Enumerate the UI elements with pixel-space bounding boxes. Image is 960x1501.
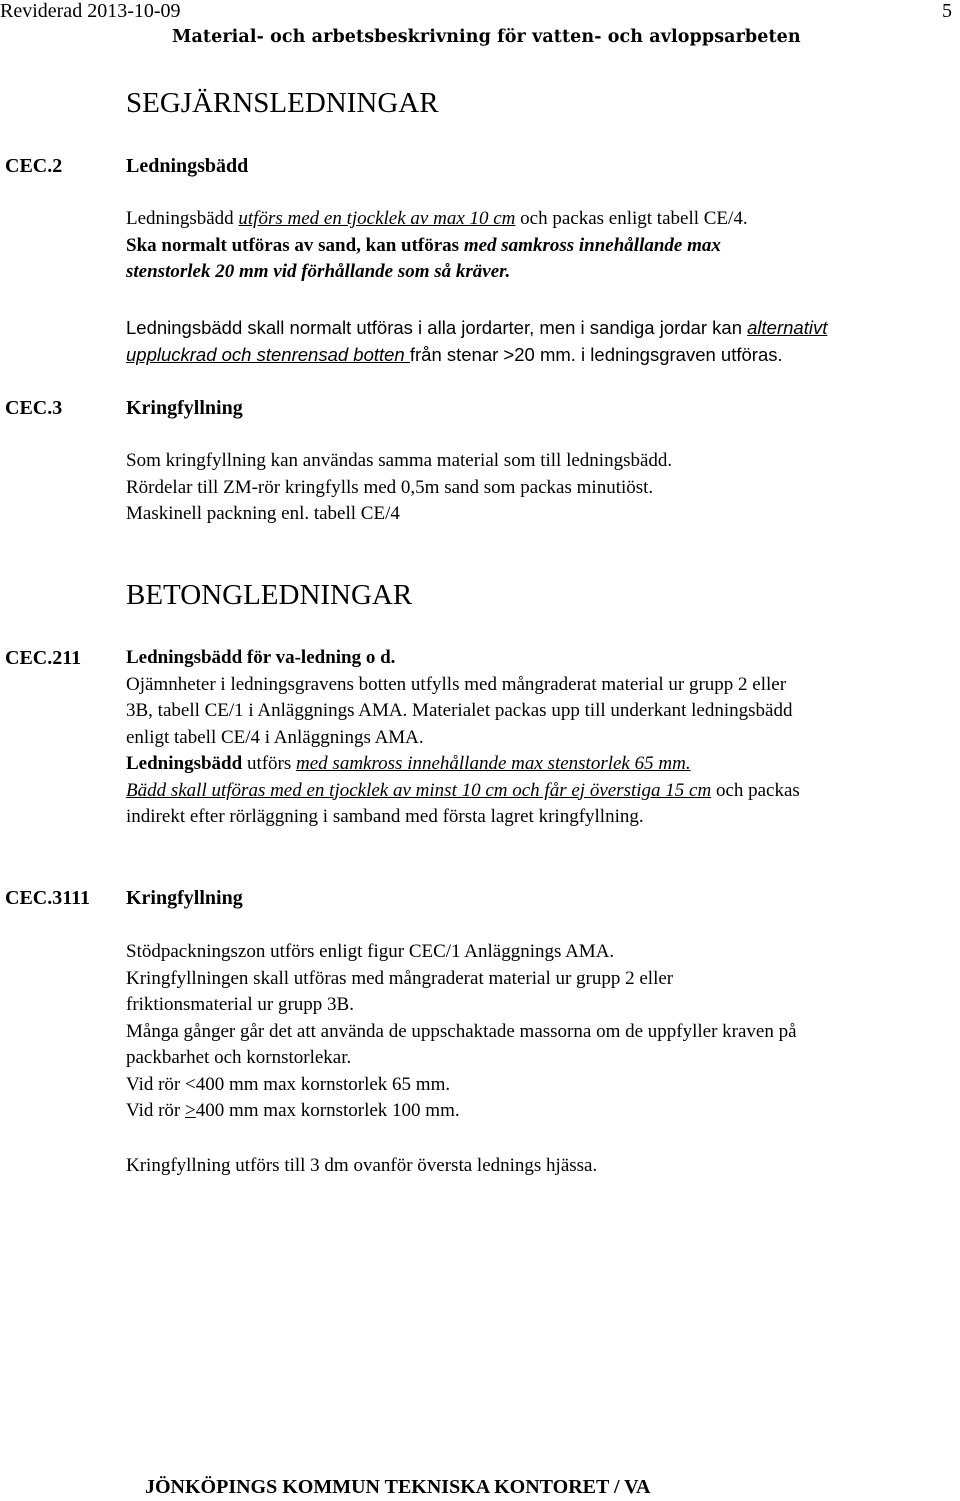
- section-title-segjarn: SEGJÄRNSLEDNINGAR: [126, 87, 439, 119]
- section-heading-cec3111: Kringfyllning: [126, 887, 243, 909]
- cec3111-paragraph: [126, 939, 946, 1125]
- cec211-line-5: Bädd skall utföras med en tjocklek av minst 10 cm och får ej överstiga 15 cm och packas: [126, 779, 800, 801]
- cec3111-line-7: Vid rör >400 mm max kornstorlek 100 mm.: [126, 1100, 460, 1121]
- section-heading-cec3: Kringfyllning: [126, 397, 243, 419]
- cec2-paragraph-2: [126, 314, 946, 368]
- cec2-line-1: Ledningsbädd utförs med en tjocklek av max 10 cm och packas enligt tabell CE/4.: [126, 208, 748, 229]
- cec3111-line-5: packbarhet och kornstorlekar.: [126, 1047, 352, 1068]
- page-footer: JÖNKÖPINGS KOMMUN TEKNISKA KONTORET / VA: [145, 1476, 651, 1498]
- cec2-line-3: stenstorlek 20 mm vid förhållande som så kräver.: [126, 261, 511, 282]
- cec211-heading: Ledningsbädd för va-ledning o d.: [126, 647, 396, 668]
- cec3111-line-2: Kringfyllningen skall utföras med mångraderat material ur grupp 2 eller: [126, 967, 674, 989]
- cec211-line-4: Ledningsbädd utförs med samkross innehållande max stenstorlek 65 mm.: [126, 753, 691, 774]
- cec3-line-2: Rördelar till ZM-rör kringfylls med 0,5m sand som packas minutiöst.: [126, 476, 654, 498]
- cec3-paragraph: [126, 448, 946, 528]
- section-code-cec2: CEC.2: [5, 155, 63, 177]
- section-title-betong: BETONGLEDNINGAR: [126, 579, 413, 611]
- cec2-line-4: Ledningsbädd skall normalt utföras i alla jordarter, men i sandiga jordar kan alternativt: [126, 317, 828, 338]
- cec3111-line-4: Många gånger går det att använda de uppschaktade massorna om de uppfyller kraven på: [126, 1020, 797, 1042]
- section-code-cec3: CEC.3: [5, 397, 63, 419]
- cec3-line-1: Som kringfyllning kan användas samma material som till ledningsbädd.: [126, 450, 673, 471]
- cec3111-final-line: Kringfyllning utförs till 3 dm ovanför översta lednings hjässa.: [126, 1155, 598, 1176]
- cec2-line-2: Ska normalt utföras av sand, kan utföras med samkross innehållande max: [126, 234, 721, 256]
- cec211-line-1: Ojämnheter i ledningsgravens botten utfylls med mångraderat material ur grupp 2 eller: [126, 673, 787, 695]
- cec2-paragraph: [126, 206, 946, 286]
- cec211-paragraph: [126, 645, 946, 831]
- cec3111-line-6: Vid rör <400 mm max kornstorlek 65 mm.: [126, 1073, 451, 1095]
- section-code-cec211: CEC.211: [5, 647, 82, 669]
- section-code-cec3111: CEC.3111: [5, 887, 91, 909]
- page-number: 5: [942, 0, 952, 22]
- section-heading-cec2: Ledningsbädd: [126, 155, 249, 177]
- cec3111-line-1: Stödpackningszon utförs enligt figur CEC/1 Anläggnings AMA.: [126, 941, 615, 962]
- cec3111-final: [126, 1153, 946, 1180]
- cec2-line-5: uppluckrad och stenrensad botten från stenar >20 mm. i ledningsgraven utföras.: [126, 344, 783, 365]
- cec3-line-3: Maskinell packning enl. tabell CE/4: [126, 503, 400, 524]
- document-subtitle: Material- och arbetsbeskrivning för vatten- och avloppsarbeten: [172, 27, 801, 47]
- cec3111-line-3: friktionsmaterial ur grupp 3B.: [126, 994, 354, 1015]
- cec211-line-2: 3B, tabell CE/1 i Anläggnings AMA. Materialet packas upp till underkant ledningsbädd: [126, 700, 793, 721]
- cec211-line-6: indirekt efter rörläggning i samband med första lagret kringfyllning.: [126, 806, 644, 827]
- cec211-line-3: enligt tabell CE/4 i Anläggnings AMA.: [126, 726, 424, 748]
- revision-date: Reviderad 2013-10-09: [0, 0, 181, 22]
